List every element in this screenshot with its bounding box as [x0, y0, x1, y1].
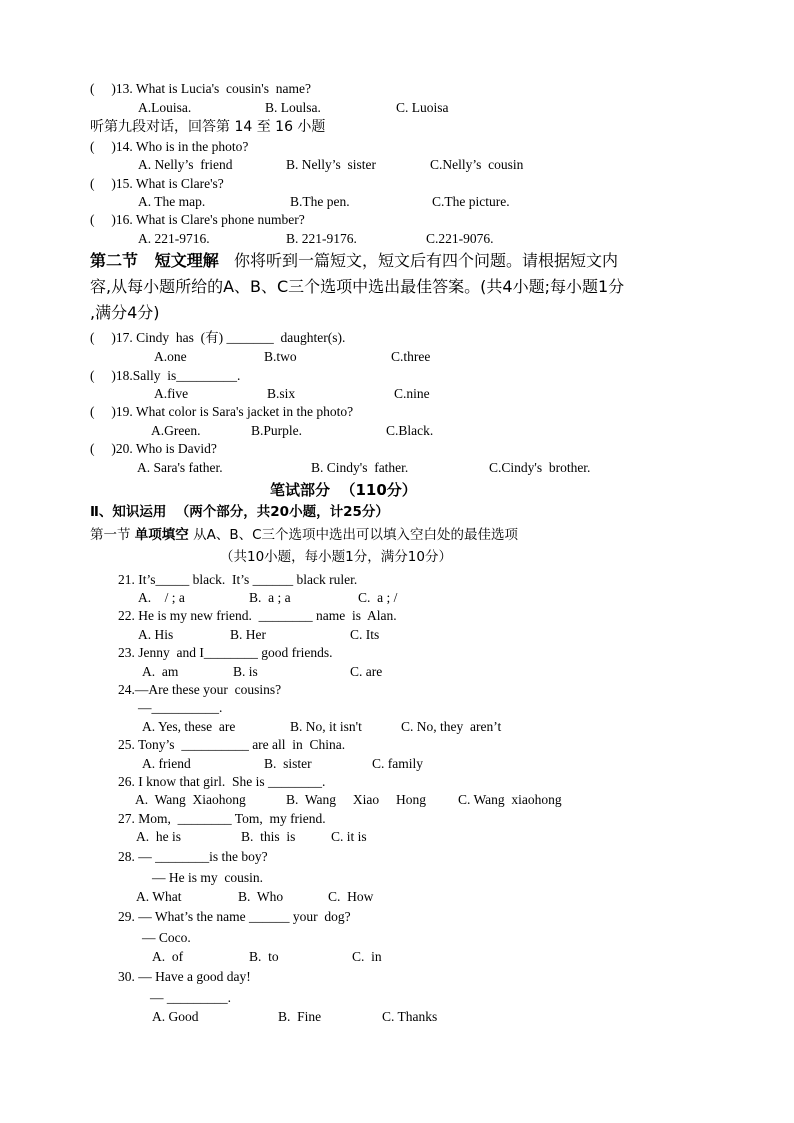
q15-option-b: B.The pen.	[290, 194, 350, 209]
q17-option-b: B.two	[264, 349, 297, 364]
q17-option-a: A.one	[154, 349, 187, 364]
section-2-instruction-2: 容,从每小题所给的A、B、C三个选项中选出最佳答案。(共4小题;每小题1分	[90, 277, 625, 296]
q27-option-c: C. it is	[331, 829, 367, 844]
question-20: ( )20. Who is David?	[90, 441, 217, 456]
question-13: ( )13. What is Lucia's cousin's name?	[90, 81, 311, 96]
q15-option-a: A. The map.	[138, 194, 206, 209]
q14-option-b: B. Nelly’s sister	[286, 157, 376, 172]
q25-option-a: A. friend	[142, 756, 191, 771]
part-2-title	[90, 503, 389, 521]
question-26: 26. I know that girl. She is ________.	[118, 774, 326, 789]
question-28: 28. — ________is the boy?	[118, 849, 268, 864]
q28-reply: — He is my cousin.	[152, 870, 263, 885]
q24-option-a: A. Yes, these are	[142, 719, 236, 734]
q20-option-b: B. Cindy's father.	[311, 460, 409, 475]
q22-option-a: A. His	[138, 627, 174, 642]
question-27: 27. Mom, ________ Tom, my friend.	[118, 811, 326, 826]
q24-option-c: C. No, they aren’t	[401, 719, 502, 734]
q17-option-c: C.three	[391, 349, 431, 364]
question-23: 23. Jenny and I________ good friends.	[118, 645, 333, 660]
question-24: 24.—Are these your cousins?	[118, 682, 282, 697]
section-1-scoring: （共10小题，每小题1分，满分10分）	[220, 549, 452, 565]
part-2-heading: Ⅱ、知识运用 （两个部分，共20小题，计25分）	[90, 504, 389, 520]
q22-option-c: C. Its	[350, 627, 380, 642]
q19-option-c: C.Black.	[386, 423, 434, 438]
section-1-label: 第一节	[90, 527, 135, 543]
q21-option-c: C. a ; /	[358, 590, 398, 605]
question-30: 30. — Have a good day!	[118, 969, 251, 984]
q20-option-c: C.Cindy's brother.	[489, 460, 591, 475]
section-1-instruction: 从A、B、C三个选项中选出可以填入空白处的最佳选项	[188, 527, 519, 543]
q23-option-c: C. are	[350, 664, 383, 679]
q14-option-c: C.Nelly’s cousin	[430, 157, 524, 172]
q15-option-c: C.The picture.	[432, 194, 510, 209]
q26-option-a: A. Wang Xiaohong	[135, 792, 246, 807]
q30-option-a: A. Good	[152, 1009, 199, 1024]
q16-option-b: B. 221-9176.	[286, 231, 357, 246]
question-22: 22. He is my new friend. ________ name is Alan.	[118, 608, 397, 623]
question-16: ( )16. What is Clare's phone number?	[90, 212, 305, 227]
q19-option-a: A.Green.	[151, 423, 201, 438]
q22-option-b: B. Her	[230, 627, 266, 642]
q28-option-c: C. How	[328, 889, 374, 904]
section-2-line-1	[90, 250, 618, 272]
dialogue-9-instruction: 听第九段对话，回答第 14 至 16 小题	[90, 119, 326, 135]
q26-option-b: B. Wang Xiao Hong	[286, 792, 427, 807]
q23-option-b: B. is	[233, 664, 258, 679]
q24-reply: —__________.	[138, 700, 223, 715]
question-29: 29. — What’s the name ______ your dog?	[118, 909, 351, 924]
section-2-instruction-1: 你将听到一篇短文，短文后有四个问题。请根据短文内	[218, 251, 618, 270]
q20-option-a: A. Sara's father.	[137, 460, 223, 475]
q18-option-c: C.nine	[394, 386, 430, 401]
q30-option-c: C. Thanks	[382, 1009, 438, 1024]
q27-option-a: A. he is	[136, 829, 181, 844]
q29-option-c: C. in	[352, 949, 382, 964]
q14-option-a: A. Nelly’s friend	[138, 157, 233, 172]
q24-option-b: B. No, it isn't	[290, 719, 362, 734]
q27-option-b: B. this is	[241, 829, 296, 844]
q18-option-a: A.five	[154, 386, 189, 401]
q16-option-a: A. 221-9716.	[138, 231, 210, 246]
q25-option-b: B. sister	[264, 756, 312, 771]
q21-option-b: B. a ; a	[249, 590, 291, 605]
question-21: 21. It’s_____ black. It’s ______ black ruler.	[118, 572, 358, 587]
q28-option-b: B. Who	[238, 889, 284, 904]
q13-option-b: B. Loulsa.	[265, 100, 321, 115]
section-2-title: 第二节 短文理解	[90, 251, 219, 270]
question-25: 25. Tony’s __________ are all in China.	[118, 737, 346, 752]
question-15: ( )15. What is Clare's?	[90, 176, 224, 191]
q29-reply: — Coco.	[142, 930, 191, 945]
section-1-title	[90, 526, 518, 544]
q13-option-c: C. Luoisa	[396, 100, 449, 115]
question-17: ( )17. Cindy has (有) _______ daughter(s).	[90, 330, 346, 345]
question-18: ( )18.Sally is_________.	[90, 368, 241, 383]
q30-reply: — _________.	[150, 990, 231, 1005]
q21-option-a: A. / ; a	[138, 590, 185, 605]
q29-option-a: A. of	[152, 949, 184, 964]
section-1-name: 单项填空	[134, 527, 189, 543]
q28-option-a: A. What	[136, 889, 182, 904]
q13-option-a: A.Louisa.	[138, 100, 192, 115]
question-19: ( )19. What color is Sara's jacket in the photo?	[90, 404, 354, 419]
section-2-instruction-3: ,满分4分)	[90, 303, 160, 322]
question-14: ( )14. Who is in the photo?	[90, 139, 249, 154]
q30-option-b: B. Fine	[278, 1009, 322, 1024]
q25-option-c: C. family	[372, 756, 423, 771]
q18-option-b: B.six	[267, 386, 296, 401]
written-part-title: 笔试部分 （110分）	[270, 481, 417, 499]
q29-option-b: B. to	[249, 949, 279, 964]
q23-option-a: A. am	[142, 664, 179, 679]
q19-option-b: B.Purple.	[251, 423, 303, 438]
q26-option-c: C. Wang xiaohong	[458, 792, 562, 807]
q16-option-c: C.221-9076.	[426, 231, 494, 246]
